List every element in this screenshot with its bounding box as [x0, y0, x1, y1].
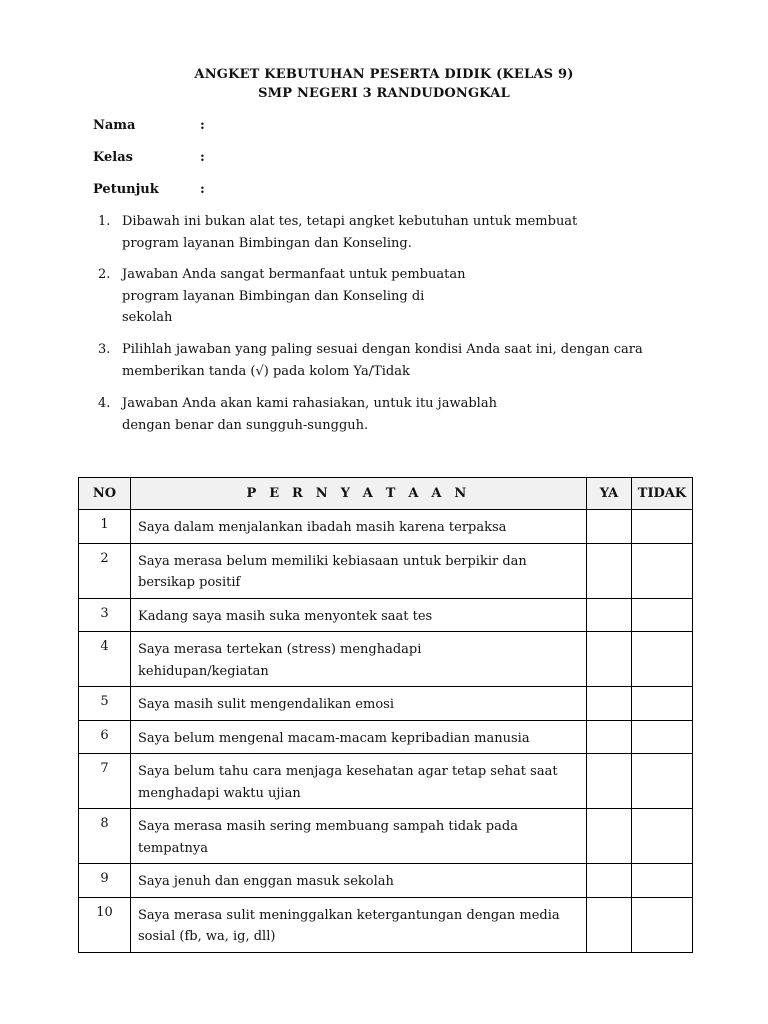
ya-checkbox-cell[interactable]: [587, 510, 632, 544]
field-colon: :: [200, 118, 205, 133]
tidak-checkbox-cell[interactable]: [632, 632, 693, 687]
field-label: Nama: [93, 118, 136, 133]
header-no: NO: [79, 478, 131, 510]
instruction-text: Pilihlah jawaban yang paling sesuai dengan kondisi Anda saat ini, dengan cara memberikan tanda (√) pada kolom Ya/Tidak: [122, 342, 643, 379]
row-statement: Saya jenuh dan enggan masuk sekolah: [131, 864, 587, 898]
instruction-number: 1.: [98, 214, 111, 229]
header-statement: P E R N Y A T A A N: [131, 478, 587, 510]
row-statement: Saya belum tahu cara menjaga kesehatan agar tetap sehat saat menghadapi waktu ujian: [131, 754, 587, 809]
tidak-checkbox-cell[interactable]: [632, 864, 693, 898]
field-label: Kelas: [93, 150, 133, 165]
instruction-number: 3.: [98, 342, 111, 357]
field-kelas: [93, 150, 205, 165]
instruction-text: Jawaban Anda sangat bermanfaat untuk pembuatan program layanan Bimbingan dan Konseling di sekolah: [122, 267, 466, 325]
row-number: 10: [79, 897, 131, 952]
table-row: [79, 510, 693, 544]
field-colon: :: [200, 150, 205, 165]
field-label: Petunjuk: [93, 182, 159, 197]
row-statement: Saya masih sulit mengendalikan emosi: [131, 687, 587, 721]
table-row: [79, 897, 693, 952]
tidak-checkbox-cell[interactable]: [632, 687, 693, 721]
row-statement: Saya merasa sulit meninggalkan ketergantungan dengan media sosial (fb, wa, ig, dll): [131, 897, 587, 952]
questionnaire-table: [78, 477, 693, 953]
row-number: 5: [79, 687, 131, 721]
document-title: ANGKET KEBUTUHAN PESERTA DIDIK (KELAS 9): [194, 67, 574, 82]
row-statement: Saya merasa masih sering membuang sampah tidak pada tempatnya: [131, 809, 587, 864]
instruction-number: 4.: [98, 396, 111, 411]
row-number: 8: [79, 809, 131, 864]
table-row: [79, 598, 693, 632]
instruction-text: Jawaban Anda akan kami rahasiakan, untuk itu jawablah dengan benar dan sungguh-sungguh.: [122, 396, 497, 433]
ya-checkbox-cell[interactable]: [587, 864, 632, 898]
table-row: [79, 864, 693, 898]
ya-checkbox-cell[interactable]: [587, 632, 632, 687]
header-tidak: TIDAK: [632, 478, 693, 510]
row-number: 1: [79, 510, 131, 544]
row-number: 9: [79, 864, 131, 898]
ya-checkbox-cell[interactable]: [587, 754, 632, 809]
field-petunjuk: [93, 182, 205, 197]
instruction-number: 2.: [98, 267, 111, 282]
tidak-checkbox-cell[interactable]: [632, 897, 693, 952]
row-statement: Kadang saya masih suka menyontek saat tes: [131, 598, 587, 632]
ya-checkbox-cell[interactable]: [587, 897, 632, 952]
table-row: [79, 543, 693, 598]
ya-checkbox-cell[interactable]: [587, 687, 632, 721]
header-ya: YA: [587, 478, 632, 510]
tidak-checkbox-cell[interactable]: [632, 510, 693, 544]
table-row: [79, 809, 693, 864]
tidak-checkbox-cell[interactable]: [632, 543, 693, 598]
row-number: 7: [79, 754, 131, 809]
field-colon: :: [200, 182, 205, 197]
field-nama: [93, 118, 205, 133]
instruction-text: Dibawah ini bukan alat tes, tetapi angket kebutuhan untuk membuat program layanan Bimbingan dan Konseling.: [122, 214, 578, 251]
row-statement: Saya merasa belum memiliki kebiasaan untuk berpikir dan bersikap positif: [131, 543, 587, 598]
table-row: [79, 632, 693, 687]
ya-checkbox-cell[interactable]: [587, 720, 632, 754]
school-name: SMP NEGERI 3 RANDUDONGKAL: [258, 86, 510, 101]
row-statement: Saya belum mengenal macam-macam kepribadian manusia: [131, 720, 587, 754]
row-number: 2: [79, 543, 131, 598]
tidak-checkbox-cell[interactable]: [632, 598, 693, 632]
row-statement: Saya merasa tertekan (stress) menghadapi kehidupan/kegiatan: [131, 632, 587, 687]
table-row: [79, 754, 693, 809]
ya-checkbox-cell[interactable]: [587, 809, 632, 864]
ya-checkbox-cell[interactable]: [587, 543, 632, 598]
tidak-checkbox-cell[interactable]: [632, 720, 693, 754]
row-number: 6: [79, 720, 131, 754]
tidak-checkbox-cell[interactable]: [632, 809, 693, 864]
table-row: [79, 687, 693, 721]
ya-checkbox-cell[interactable]: [587, 598, 632, 632]
table-header-row: [79, 478, 693, 510]
row-number: 3: [79, 598, 131, 632]
tidak-checkbox-cell[interactable]: [632, 754, 693, 809]
row-statement: Saya dalam menjalankan ibadah masih karena terpaksa: [131, 510, 587, 544]
row-number: 4: [79, 632, 131, 687]
table-row: [79, 720, 693, 754]
